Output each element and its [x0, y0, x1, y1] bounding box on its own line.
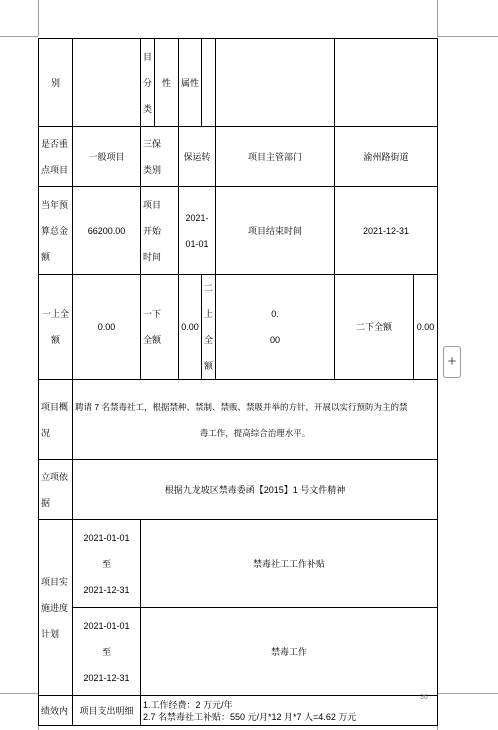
- cell-label: 一下 全额: [141, 275, 179, 380]
- cell-label: 性: [155, 39, 179, 127]
- cell-value: 0.00: [73, 275, 141, 380]
- cell-label: 项目概 况: [39, 380, 73, 460]
- crop-mark: [38, 0, 39, 36]
- table-row: [39, 520, 438, 608]
- crop-mark: [437, 693, 498, 694]
- cell-label: 目 分 类: [141, 39, 155, 127]
- project-table: [38, 38, 438, 726]
- cell-label: 绩效内: [39, 696, 73, 726]
- cell-label: 是否重 点项目: [39, 127, 73, 187]
- cell-label: 项目 开始 时间: [141, 187, 179, 275]
- project-overview-text: 聘请 7 名禁毒社工，根据禁种、禁制、禁贩、禁吸并举的方针，开展以实行预防为主的禁 毒工作，提高综合治理水平。: [73, 380, 438, 460]
- cell-label: 立项依 据: [39, 460, 73, 520]
- table-row: [39, 275, 438, 380]
- schedule-dates: 2021-01-01 至 2021-12-31: [73, 608, 141, 696]
- cell-label: 当年预 算总金 额: [39, 187, 73, 275]
- page-number: 36: [420, 694, 428, 701]
- cell-label: 别: [39, 39, 73, 127]
- cell-empty: [216, 39, 335, 127]
- crop-mark: [437, 36, 498, 37]
- cell-value: 0.00: [414, 275, 438, 380]
- cell-label: 项目实 施进度 计划: [39, 520, 73, 696]
- cell-label: 二上 全额: [202, 275, 216, 380]
- expense-details: 1.工作经费：2 万元/年 2.7 名禁毒社工补贴：550 元/月*12 月*7 人=4.62 万元: [141, 696, 438, 726]
- cell-label: 属性: [179, 39, 202, 127]
- cell-value: 渝州路街道: [335, 127, 438, 187]
- schedule-task: 禁毒社工工作补贴: [141, 520, 438, 608]
- cell-label: 项目支出明细: [73, 696, 141, 726]
- cell-value: 保运转: [179, 127, 216, 187]
- cell-value: 2021-12-31: [335, 187, 438, 275]
- cell-value: 0.00: [179, 275, 202, 380]
- crop-mark: [0, 693, 38, 694]
- table-row: [39, 696, 438, 726]
- cell-empty: [73, 39, 141, 127]
- cell-value: 一般项目: [73, 127, 141, 187]
- cell-label: 项目主管部门: [216, 127, 335, 187]
- add-button[interactable]: +: [443, 346, 461, 378]
- cell-value: 2021-01-01: [179, 187, 216, 275]
- table-row: [39, 187, 438, 275]
- table-row: [39, 460, 438, 520]
- cell-label: 一上全 额: [39, 275, 73, 380]
- schedule-dates: 2021-01-01 至 2021-12-31: [73, 520, 141, 608]
- cell-empty: [335, 39, 438, 127]
- table-row: [39, 39, 438, 127]
- crop-mark: [437, 0, 438, 36]
- cell-value: 0. 00: [216, 275, 335, 380]
- crop-mark: [0, 36, 38, 37]
- cell-value: 66200.00: [73, 187, 141, 275]
- table-row: [39, 127, 438, 187]
- project-basis-text: 根据九龙坡区禁毒委函【2015】1 号文件精神: [73, 460, 438, 520]
- table-row: [39, 608, 438, 696]
- cell-label: 三保 类别: [141, 127, 179, 187]
- cell-empty: [202, 39, 216, 127]
- cell-label: 项目结束时间: [216, 187, 335, 275]
- cell-label: 二下全额: [335, 275, 414, 380]
- schedule-task: 禁毒工作: [141, 608, 438, 696]
- table-row: [39, 380, 438, 460]
